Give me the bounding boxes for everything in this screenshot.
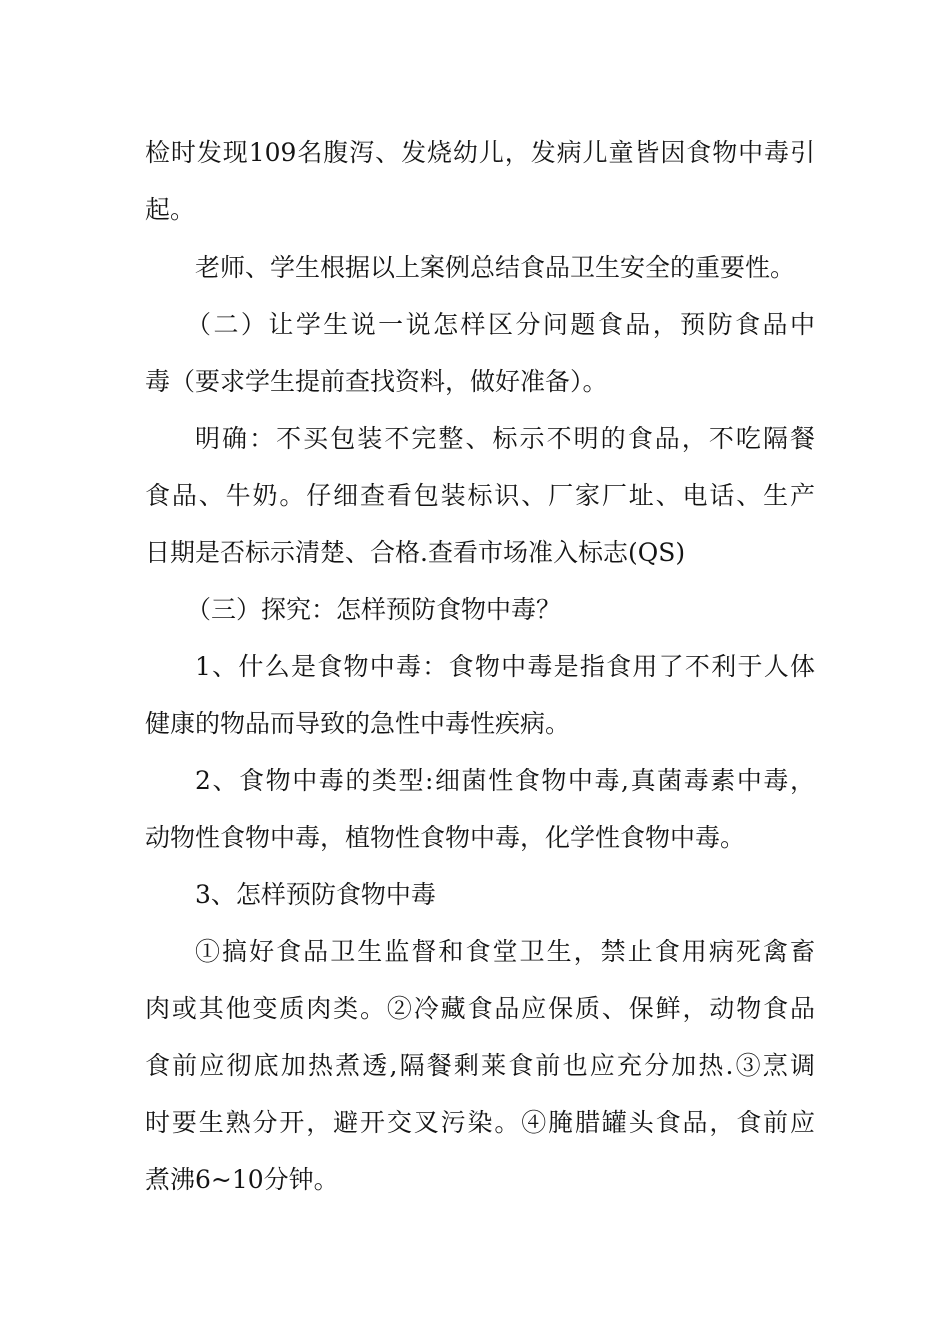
text-line: 检时发现109名腹泻、发烧幼儿，发病儿童皆因食物中毒引 xyxy=(145,138,815,167)
text-line: 食前应彻底加热煮透,隔餐剩莱食前也应充分加热.③烹调 xyxy=(145,1051,815,1080)
text-line: 时要生熟分开，避开交叉污染。④腌腊罐头食品，食前应 xyxy=(145,1108,815,1137)
text-line: ①搞好食品卫生监督和食堂卫生，禁止食用病死禽畜 xyxy=(195,937,815,966)
text-line: （二）让学生说一说怎样区分问题食品，预防食品中 xyxy=(186,310,815,339)
text-line: 起。 xyxy=(145,195,196,224)
text-line: 毒（要求学生提前查找资料，做好准备）。 xyxy=(145,367,608,396)
text-line: 日期是否标示清楚、合格.查看市场准入标志(QS) xyxy=(145,538,686,567)
text-line: 1、什么是食物中毒：食物中毒是指食用了不利于人体 xyxy=(195,652,815,681)
text-line: 煮沸6~10分钟。 xyxy=(145,1165,339,1194)
text-line: 动物性食物中毒，植物性食物中毒，化学性食物中毒。 xyxy=(145,823,746,852)
text-line: 3、怎样预防食物中毒 xyxy=(195,880,436,909)
text-line: （三）探究：怎样预防食物中毒？ xyxy=(186,595,562,624)
text-line: 2、食物中毒的类型:细菌性食物中毒,真菌毒素中毒， xyxy=(195,766,815,795)
text-line: 食品、牛奶。仔细查看包装标识、厂家厂址、电话、生产 xyxy=(145,481,815,510)
text-line: 老师、学生根据以上案例总结食品卫生安全的重要性。 xyxy=(195,253,796,282)
text-line: 肉或其他变质肉类。②冷藏食品应保质、保鲜，动物食品 xyxy=(145,994,815,1023)
text-line: 明确：不买包装不完整、标示不明的食品，不吃隔餐 xyxy=(195,424,815,453)
text-line: 健康的物品而导致的急性中毒性疾病。 xyxy=(145,709,571,738)
